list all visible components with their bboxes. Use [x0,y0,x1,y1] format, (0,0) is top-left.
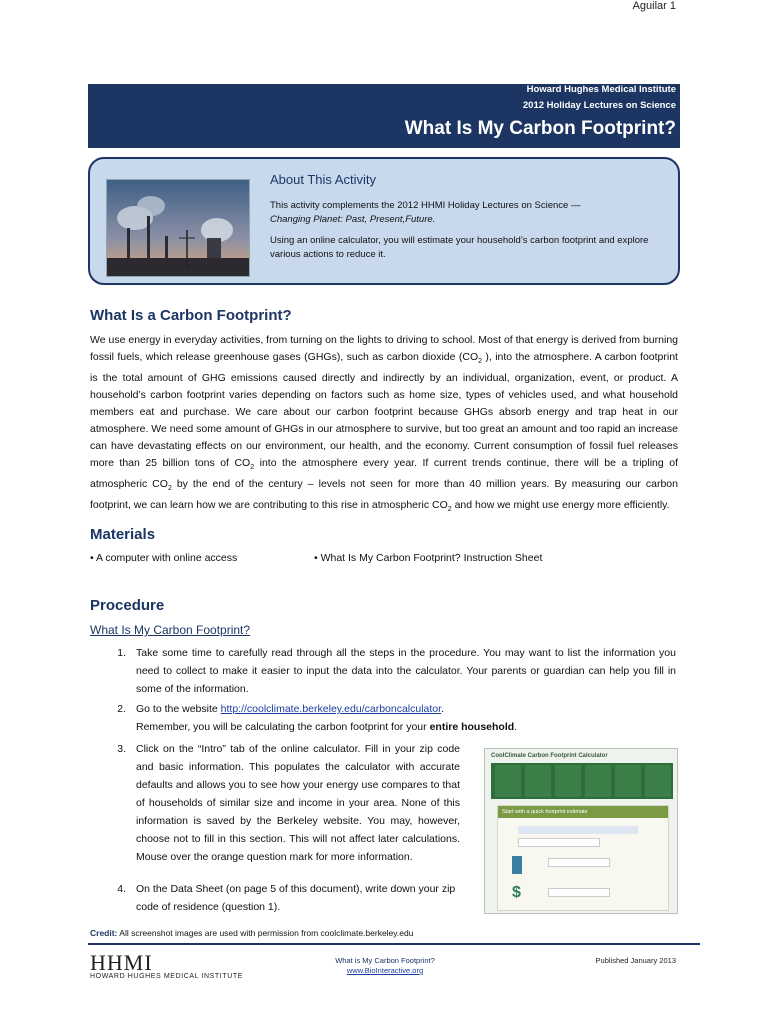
screenshot-title: CoolClimate Carbon Footprint Calculator [491,753,608,759]
screenshot-tab-strip [491,763,673,799]
title-banner [88,84,680,148]
materials-item-instruction-sheet: • What Is My Carbon Footprint? Instruction Sheet [314,552,543,564]
hhmi-logo: HHMI [90,950,153,975]
banner-org: Howard Hughes Medical Institute [526,84,676,95]
calculator-url-link[interactable]: http://coolclimate.berkeley.edu/carboncalculator [220,703,442,715]
about-lecture-title: Changing Planet: Past, Present,Future. [270,214,436,225]
screenshot-panel: Start with a quick footprint estimate $ [497,805,669,911]
about-p2: Using an online calculator, you will estimate your household’s carbon footprint and explore various actions to reduce it. [270,235,649,260]
footer-site-link[interactable]: www.BioInteractive.org [346,966,424,975]
footer-rule [88,943,700,945]
section-heading-procedure: Procedure [90,597,165,614]
about-text [270,199,664,269]
footer-doc-title: What is My Carbon Footprint? [335,956,435,965]
about-p1: This activity complements the 2012 HHMI Holiday Lectures on Science — [270,200,581,211]
calculator-screenshot [484,748,678,914]
people-icon [512,856,522,874]
section-heading-materials: Materials [90,526,156,543]
procedure-subheading-link[interactable]: What Is My Carbon Footprint? [90,623,251,637]
about-activity-box [88,157,680,285]
document-title: What Is My Carbon Footprint? [404,118,676,139]
page-header-author: Aguilar 1 [632,0,676,12]
dollar-icon: $ [512,884,521,901]
materials-item-computer: • A computer with online access [90,552,238,564]
carbon-footprint-paragraph: We use energy in everyday activities, from turning on the lights to driving to school. Most of that energy is derived from burning fossil fuels, which release greenhouse gases (GHGs), such as carbon dioxide ($CO_2$ ), into the atmosphere. A carbon footprint is the total amount of GHG emissions caused directly and indirectly by an individual, organization, event, or product. A household’s carbon footprint varies depending on factors such as home size, types of vehicles used, and what household members eat and purchase. We care about our carbon footprint because GHGs absorb energy and trap heat in our atmosphere. We need some amount of GHGs in our atmosphere to survive, but too great an amount and too rapid an increase can have devastating effects on our environment, our health, and the economy. Current consumption of fossil fuel releases more than 25 billion tons of $CO_2$ into the atmosphere every year. If current trends continue, there will be a tripling of atmospheric $CO_2$ by the end of the century – levels not seen for more than 40 million years. By measuring our carbon footprint, we can learn how we are contributing to this rise in atmospheric $CO_2$ and how we might use energy more efficiently. [90,334,678,514]
about-heading: About This Activity [270,172,376,187]
hhmi-logo-subtitle: HOWARD HUGHES MEDICAL INSTITUTE [90,973,244,980]
smokestack-photo [106,179,250,277]
section-heading-carbon-footprint: What Is a Carbon Footprint? [90,307,292,324]
footer-published-date: Published January 2013 [595,956,676,965]
footer-center [300,956,470,976]
credit-line: Credit: All screenshot images are used with permission from coolclimate.berkeley.edu [90,928,414,938]
banner-lectures: 2012 Holiday Lectures on Science [522,100,676,111]
